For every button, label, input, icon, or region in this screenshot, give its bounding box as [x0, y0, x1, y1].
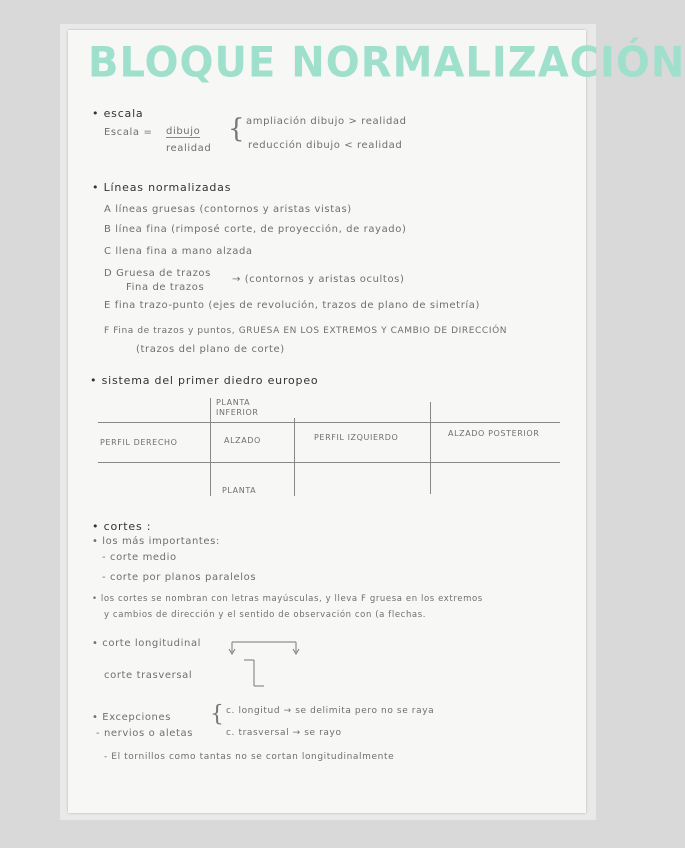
cell-perfil-izquierdo: PERFIL IZQUIERDO — [314, 433, 399, 442]
escala-denominator: realidad — [166, 143, 212, 154]
escala-ampliacion: ampliación dibujo > realidad — [246, 116, 407, 127]
cell-alzado: ALZADO — [224, 436, 261, 445]
sistema-heading: • sistema del primer diedro europeo — [90, 374, 318, 387]
cortes-nombran-2: y cambios de dirección y el sentido de observación con (a flechas. — [104, 610, 427, 620]
cortes-nombran: • los cortes se nombran con letras mayúsculas, y lleva F gruesa en los extremos — [92, 594, 483, 604]
notebook-page — [68, 30, 685, 813]
corte-paralelos: - corte por planos paralelos — [102, 572, 257, 583]
excepciones-heading: • Excepciones — [92, 712, 171, 723]
linea-b: B línea fina (rimposé corte, de proyección, de rayado) — [104, 224, 407, 235]
escala-numerator: dibujo — [166, 126, 201, 137]
cell-planta: PLANTA — [222, 486, 257, 495]
linea-d-desc: → (contornos y aristas ocultos) — [232, 274, 405, 285]
lineas-heading: • Líneas normalizadas — [92, 181, 231, 194]
escala-lhs: Escala = — [104, 127, 153, 138]
corte-arrows-diagram — [68, 30, 685, 813]
linea-c: C llena fina a mano alzada — [104, 246, 253, 257]
page-title: BLOQUE NORMALIZACIÓN — [88, 38, 685, 88]
cell-planta-inferior: PLANTA INFERIOR — [216, 398, 259, 417]
linea-d1: D Gruesa de trazos — [104, 268, 211, 279]
cortes-heading: • cortes : — [92, 520, 151, 533]
cortes-importantes: • los más importantes: — [92, 536, 220, 547]
linea-e: E fina trazo-punto (ejes de revolución, trazos de plano de simetría) — [104, 300, 481, 311]
excepcion-tornillos: - El tornillos como tantas no se cortan longitudinalmente — [104, 752, 395, 762]
linea-d2: Fina de trazos — [126, 282, 205, 293]
cell-alzado-posterior: ALZADO POSTERIOR — [448, 429, 540, 438]
escala-brace: { — [228, 114, 245, 144]
escala-heading: • escala — [92, 107, 143, 120]
corte-medio: - corte medio — [102, 552, 177, 563]
excepciones-brace: { — [210, 702, 224, 727]
linea-f-desc: (trazos del plano de corte) — [136, 344, 285, 355]
corte-trasversal-label: corte trasversal — [104, 670, 193, 681]
excepcion-trasversal: c. trasversal → se rayo — [226, 728, 342, 738]
linea-f: F Fina de trazos y puntos, GRUESA EN LOS EXTREMOS Y CAMBIO DE DIRECCIÓN — [104, 326, 508, 336]
excepciones-nervios: - nervios o aletas — [96, 728, 194, 739]
corte-longitudinal-label: • corte longitudinal — [92, 638, 201, 649]
excepcion-longitud: c. longitud → se delimita pero no se raya — [226, 706, 435, 716]
cell-perfil-derecho: PERFIL DERECHO — [100, 438, 178, 447]
escala-reduccion: reducción dibujo < realidad — [248, 140, 403, 151]
linea-a: A líneas gruesas (contornos y aristas vistas) — [104, 204, 352, 215]
